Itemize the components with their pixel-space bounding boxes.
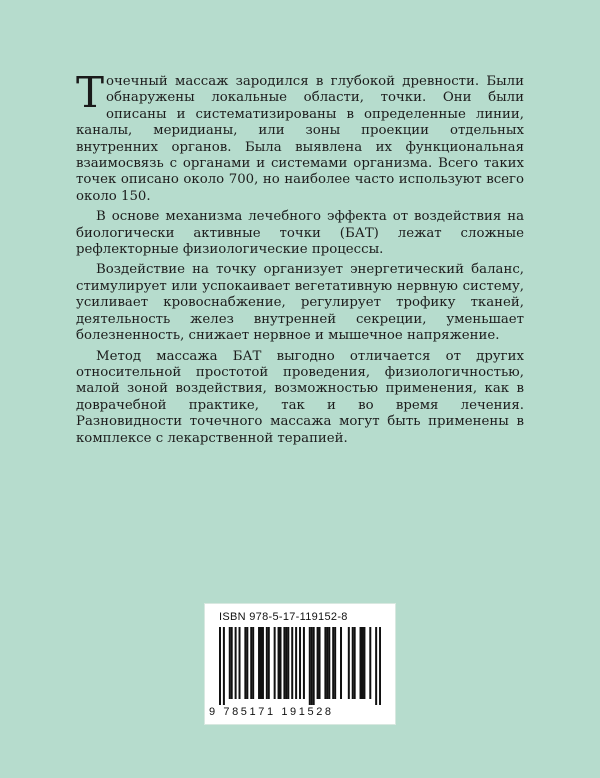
isbn-barcode — [204, 603, 396, 725]
barcode-bar — [352, 627, 354, 699]
barcode-bar — [317, 627, 319, 699]
barcode-bar — [375, 627, 377, 705]
paragraph-1-text: очечный массаж зародился в глубокой древности. Были обнаружены локальные области, точки. Они были описаны и систематизированы в определенные линии, каналы, меридианы, или зоны проекции отдельных внутренних органов. Была выявлена их функциональная взаимосвязь с органами и системами организма. Всего таких точек описано около 700, но наиболее часто используют всего около 150. — [76, 74, 524, 204]
annotation-paragraph-1 — [76, 68, 524, 205]
barcode-bar — [295, 627, 297, 699]
barcode-bar — [379, 627, 381, 705]
barcode-bar — [274, 627, 276, 699]
annotation-paragraph-2: В основе механизма лечебного эффекта от воздействия на биологически активные точки (БАТ) лежат сложные рефлекторные физиологические процессы. — [76, 209, 524, 258]
barcode-bar — [252, 627, 254, 699]
barcode-bar — [223, 627, 225, 705]
barcode-bar — [319, 627, 321, 699]
barcode-bar — [219, 627, 221, 705]
barcode-bar — [340, 627, 342, 699]
barcode-bar — [299, 627, 301, 699]
barcode-bar — [324, 627, 326, 699]
annotation-text — [76, 68, 524, 451]
isbn-label: ISBN 978-5-17-119152-8 — [219, 611, 348, 623]
barcode-bar — [348, 627, 350, 699]
barcode-bar — [309, 627, 311, 705]
barcode-bar — [287, 627, 289, 699]
barcode-bar — [262, 627, 264, 699]
annotation-paragraph-4: Метод массажа БАТ выгодно отличается от других относительной простотой проведения, физиологичностью, малой зоной воздействия, возможностью применения, как в доврачебной практике, так и во время лечения. Разновидности точечного массажа могут быть применены в комплексе с лекарственной терапией. — [76, 348, 524, 446]
barcode-bar — [244, 627, 246, 699]
barcode-bar — [268, 627, 270, 699]
barcode-bar — [291, 627, 293, 699]
barcode-bar — [258, 627, 260, 699]
barcode-bar — [283, 627, 285, 699]
barcode-bar — [231, 627, 233, 699]
barcode-bar — [285, 627, 287, 699]
barcode-bar — [354, 627, 356, 699]
barcode-bar — [280, 627, 282, 699]
barcode-bar — [334, 627, 336, 699]
barcode-bar — [326, 627, 328, 699]
barcode-digits: 9 785171 191528 — [209, 706, 334, 718]
barcode-bar — [266, 627, 268, 699]
drop-cap: Т — [76, 68, 105, 117]
barcode-bar — [246, 627, 248, 699]
barcode-bar — [313, 627, 315, 705]
barcode-bar — [360, 627, 362, 699]
barcode-bar — [361, 627, 363, 699]
barcode-bars — [219, 627, 381, 705]
barcode-bar — [260, 627, 262, 699]
barcode-bar — [250, 627, 252, 699]
annotation-paragraph-3: Воздействие на точку организует энергетический баланс, стимулирует или успокаивает вегетативную нервную систему, усиливает кровоснабжение, регулирует трофику тканей, деятельность желез внутренней секреции, уменьшает болезненность, снижает нервное и мышечное напряжение. — [76, 262, 524, 344]
barcode-bar — [369, 627, 371, 699]
barcode-bar — [328, 627, 330, 699]
barcode-bar — [363, 627, 365, 699]
barcode-bar — [303, 627, 305, 699]
barcode-bar — [235, 627, 237, 699]
barcode-bar — [332, 627, 334, 699]
barcode-bar — [278, 627, 280, 699]
barcode-bar — [311, 627, 313, 705]
barcode-bar — [229, 627, 231, 699]
barcode-bar — [239, 627, 241, 699]
